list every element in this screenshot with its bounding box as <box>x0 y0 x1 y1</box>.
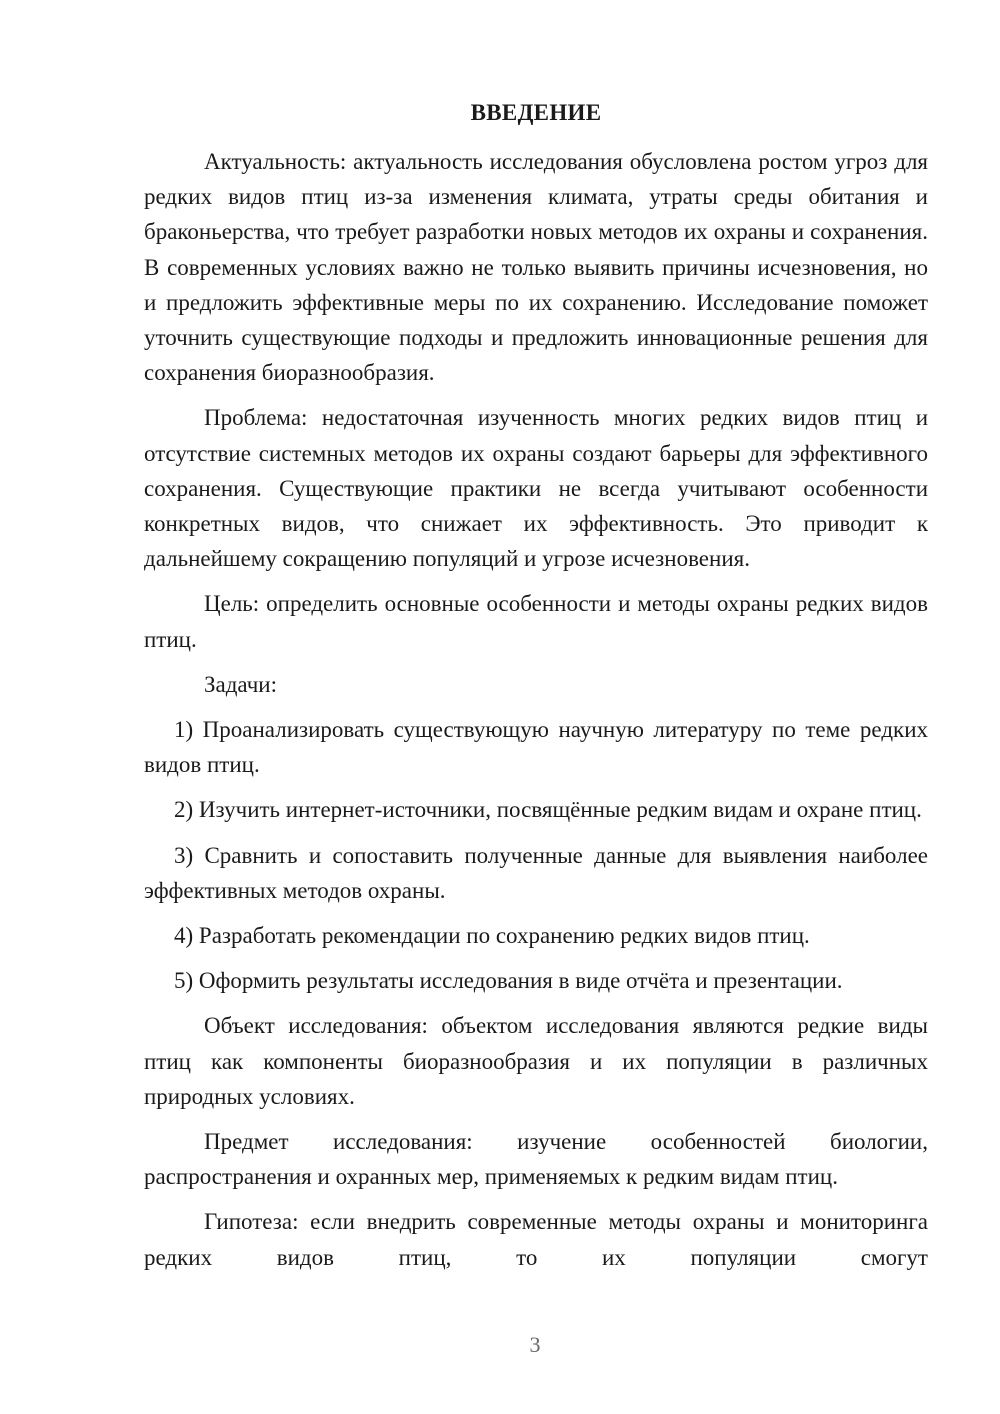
paragraph-problem: Проблема: недостаточная изученность многих редких видов птиц и отсутствие системных методов их охраны создают барьеры для эффективного сохранения. Существующие практики не всегда учитывают особенности конкретных видов, что снижает их эффективность. Это приводит к дальнейшему сокращению популяций и угрозе исчезновения. <box>144 405 928 572</box>
paragraph-hypothesis: Гипотеза: если внедрить современные методы охраны и мониторинга редких видов птиц, то их популяции смогут <box>144 1209 928 1270</box>
section-title: ВВЕДЕНИЕ <box>470 100 602 125</box>
task-item-2: 2) Изучить интернет-источники, посвящённые редким видам и охране птиц. <box>174 797 922 823</box>
tasks-heading: Задачи: <box>204 671 277 697</box>
paragraph-subject: Предмет исследования: изучение особенностей биологии, распространения и охранных мер, применяемых к редким видам птиц. <box>144 1129 928 1190</box>
page-content <box>144 96 928 1285</box>
page-number: 3 <box>529 1332 541 1357</box>
paragraph-object: Объект исследования: объектом исследования являются редкие виды птиц как компоненты биоразнообразия и их популяции в различных природных условиях. <box>144 1013 928 1109</box>
task-item-5: 5) Оформить результаты исследования в виде отчёта и презентации. <box>174 968 843 994</box>
paragraph-goal: Цель: определить основные особенности и методы охраны редких видов птиц. <box>144 591 928 652</box>
task-item-4: 4) Разработать рекомендации по сохранению редких видов птиц. <box>174 923 810 949</box>
task-item-1: 1) Проанализировать существующую научную литературу по теме редких видов птиц. <box>144 717 928 778</box>
paragraph-relevance: Актуальность: актуальность исследования обусловлена ростом угроз для редких видов птиц из-за изменения климата, утраты среды обитания и браконьерства, что требует разработки новых методов их охраны и сохранения. В современных условиях важно не только выявить причины исчезновения, но и предложить эффективные меры по их сохранению. Исследование поможет уточнить существующие подходы и предложить инновационные решения для сохранения биоразнообразия. <box>144 149 928 386</box>
task-item-3: 3) Сравнить и сопоставить полученные данные для выявления наиболее эффективных методов охраны. <box>144 842 928 903</box>
